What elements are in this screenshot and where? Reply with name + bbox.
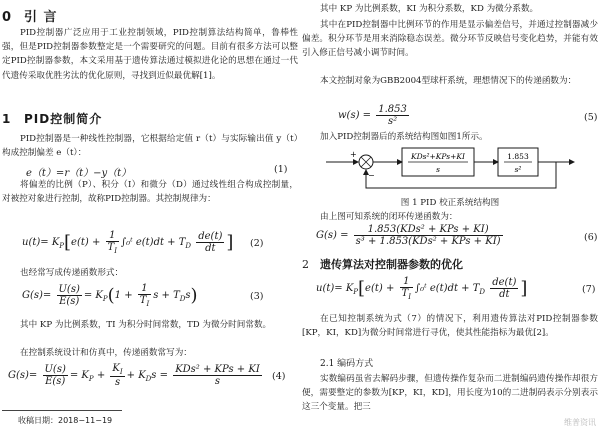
section-title: 引 言: [24, 10, 58, 25]
eq2-frac-sub: I: [114, 247, 117, 255]
pid-block-diagram: [322, 144, 578, 194]
figure-caption: 图 1 PID 校正系统结构图: [400, 198, 500, 208]
section-number: 1: [2, 112, 12, 126]
equation-3: G(s)= $\frac{U(s)}{E(s)}$ = $K_P(1$ + $\frac{1}{T_I}$ $s + T_Ds$) (3): [22, 283, 298, 308]
eq6-frac: [354, 224, 503, 247]
ga-optimization-paragraph: 在已知控制系统为式（7）的情况下，利用遗传算法对PID控制器参数[KP，KI，KD]为微分时间常进行寻优，使其性能指标为最优[2]。: [302, 314, 598, 339]
feedback-path: [366, 162, 556, 188]
equation-4: G(s)= $\frac{U(s)}{E(s)}$ = $K_P$ + $\frac{K_I}{s}$ + $K_Ds$ = $\frac{\text{KDs² + KPs + KI}}{s}$ (4): [8, 363, 298, 388]
eq4-b: +: [96, 370, 106, 381]
equation-number: (6): [584, 232, 598, 243]
eq3-mid-sub: P: [102, 295, 108, 303]
eq6-lhs: G(s) =: [316, 230, 349, 241]
equation-number: (5): [584, 112, 598, 123]
eq6-den: s³ + 1.853(KDs² + KPs + KI): [355, 236, 501, 247]
eq3-frac-num: 1: [138, 283, 151, 295]
footer-divider: [2, 410, 122, 411]
eq3-tail-sub: D: [179, 295, 186, 303]
equation-number: (2): [250, 238, 264, 249]
eq2-frac-den: T: [107, 242, 115, 253]
eq3-tail-end: s: [185, 290, 191, 301]
subsection-2-1-heading: 2.1 编码方式: [320, 359, 374, 369]
eq5-den: s²: [388, 116, 398, 127]
eq4-c: + K: [126, 370, 146, 381]
eq2-frac-2: [196, 231, 224, 254]
section-1-heading: [2, 110, 298, 127]
eq4-lhs-den: E(s): [45, 376, 66, 387]
eq5-lhs: w(s) =: [338, 110, 372, 121]
eq2-integral: ∫₀ᵗ e(t)dt + T: [120, 237, 186, 248]
equation-number: (3): [250, 291, 264, 302]
eq5-frac: [376, 104, 409, 127]
section-title: 遗传算法对控制器参数的优化: [320, 258, 463, 271]
eq2-sub: P: [59, 242, 65, 250]
received-date: 收稿日期：2018−11−19: [18, 416, 113, 425]
equation-body: e（t）=r（t）−y（t）: [26, 168, 132, 179]
eq2-frac-num: 1: [106, 230, 119, 242]
equation-2: $u(t)= K_P[e(t)$ + $\frac{1}{T_I}$ ∫₀ᵗ $e(t)dt + T_D$ $\frac{de(t)}{dt}$ ] (2): [22, 230, 298, 255]
equation-5: [338, 104, 598, 127]
left-column: [2, 0, 298, 430]
eq4-lhs-frac: [43, 364, 68, 387]
eq2-body: e(t) +: [71, 237, 101, 248]
eq2-lhs: u(t)= K: [22, 237, 60, 248]
figure-reference: 加入PID控制器后的系统结构图如图1所示。: [320, 132, 488, 142]
transfer-form-text: 也经常写成传递函数形式：: [20, 268, 124, 278]
equation-number: (7): [582, 284, 596, 295]
eq3-tail: s + T: [153, 290, 180, 301]
plant-intro-paragraph: 本文控制对象为GBB2004型球杆系统，理想情况下的传递函数为：: [320, 76, 577, 86]
eq2-deriv-num: de(t): [198, 231, 223, 242]
section-title: PID控制简介: [24, 112, 103, 126]
eq4-ki: K: [112, 363, 120, 374]
pid-block-numerator: KDs²+KPs+KI: [411, 152, 465, 161]
eq2-td-sub: D: [185, 242, 192, 250]
section-number: 0: [2, 10, 13, 25]
section-0-heading: [2, 6, 298, 25]
plant-numerator: 1.853: [507, 152, 529, 161]
eq3-lhs-frac: [57, 284, 82, 307]
eq3-frac-sub: I: [146, 300, 150, 308]
minus-sign: −: [368, 171, 375, 180]
pid-block-denominator: s: [436, 165, 440, 174]
eq3-frac-den: T: [139, 295, 147, 306]
equation-1: [26, 164, 298, 179]
equation-6: [316, 224, 598, 247]
watermark: 维普资讯: [564, 418, 596, 427]
eq4-a: = K: [69, 370, 89, 381]
eq2-frac-1: [106, 230, 119, 255]
eq4-ki-den: s: [114, 377, 121, 388]
equation-number: (1): [274, 164, 288, 175]
intro-paragraph: PID控制器广泛应用于工业控制领域，PID控制算法结构简单，鲁棒性强，但是PID控制器参数整定是一个需要研究的问题。目前有很多方法可以整定PID控制器参数，本文采用基于遗传算法通过模拟进化论的思想在通过一代代遗传采取优胜劣汰的优化原则，寻找到近似最优解[1]。: [2, 28, 298, 81]
plant-denominator: s²: [514, 165, 522, 174]
simulation-text: 在控制系统设计和仿真中，传递函数常写为：: [20, 348, 192, 358]
eq4-rhs-num: KDs² + KPs + KI: [175, 364, 260, 375]
plus-sign: +: [350, 150, 357, 159]
eq4-ki-sub: I: [119, 368, 123, 376]
eq3-lhs-den: E(s): [59, 296, 80, 307]
eq5-num: 1.853: [378, 104, 407, 115]
eq3-mid: = K: [83, 290, 103, 301]
eq2-deriv-den: dt: [205, 243, 216, 254]
eq4-lhs-num: U(s): [44, 364, 66, 375]
eq4-a-sub: P: [88, 375, 94, 383]
closed-loop-text: 由上图可知系统的闭环传递函数为：: [320, 212, 458, 222]
pid-law-paragraph: 将偏差的比例（P）、积分（I）和微分（D）通过线性组合构成控制量，对被控对象进行控制，故称PID控制器。其控制规律为：: [2, 180, 298, 205]
eq4-rhs-den: s: [214, 376, 221, 387]
param-description: 其中 KP 为比例系数，TI 为积分时间常数，TD 为微分时间常数。: [20, 320, 272, 330]
eq3-lhs-num: U(s): [58, 284, 80, 295]
eq4-c-end: s =: [151, 370, 168, 381]
equation-7: $u(t)= K_P[e(t)$ + $\frac{1}{T_I}$ ∫₀ᵗ $e(t)dt + T_D$ $\frac{de(t)}{dt}$ ] (7): [316, 276, 596, 301]
section-number: 2: [302, 258, 309, 271]
eq3-body: 1 +: [114, 290, 133, 301]
pid-intro-paragraph: PID控制器是一种线性控制器，它根据给定值 r（t）与实际输出值 y（t）构成控制偏差 e（t）：: [2, 134, 298, 159]
eq6-num: 1.853(KDs² + KPs + KI): [354, 224, 503, 236]
equation-number: (4): [272, 371, 286, 382]
eq4-ki-frac: [110, 363, 124, 388]
pid-roles-paragraph: 其中在PID控制器中比例环节的作用是显示偏差信号，并通过控制器减少偏差。积分环节是用来消除稳态误差。微分环节反映信号变化趋势，并能有效引入修正信号减小调节时间。: [302, 20, 598, 59]
eq4-c-sub: D: [145, 375, 152, 383]
right-column: [302, 0, 598, 430]
encoding-paragraph: 实数编码虽省去解码步骤，但遗传操作复杂而二进制编码遗传操作却很方便，需要整定的参数为[KP，KI，KD]，用长度为10的二进制码表示分别表示这三个变量。把三: [302, 374, 598, 413]
eq3-frac: [138, 283, 151, 308]
eq4-rhs-frac: [173, 364, 262, 387]
coefficient-text: 其中 KP 为比例系数，KI 为积分系数，KD 为微分系数。: [320, 4, 539, 14]
section-2-heading: [302, 256, 598, 272]
